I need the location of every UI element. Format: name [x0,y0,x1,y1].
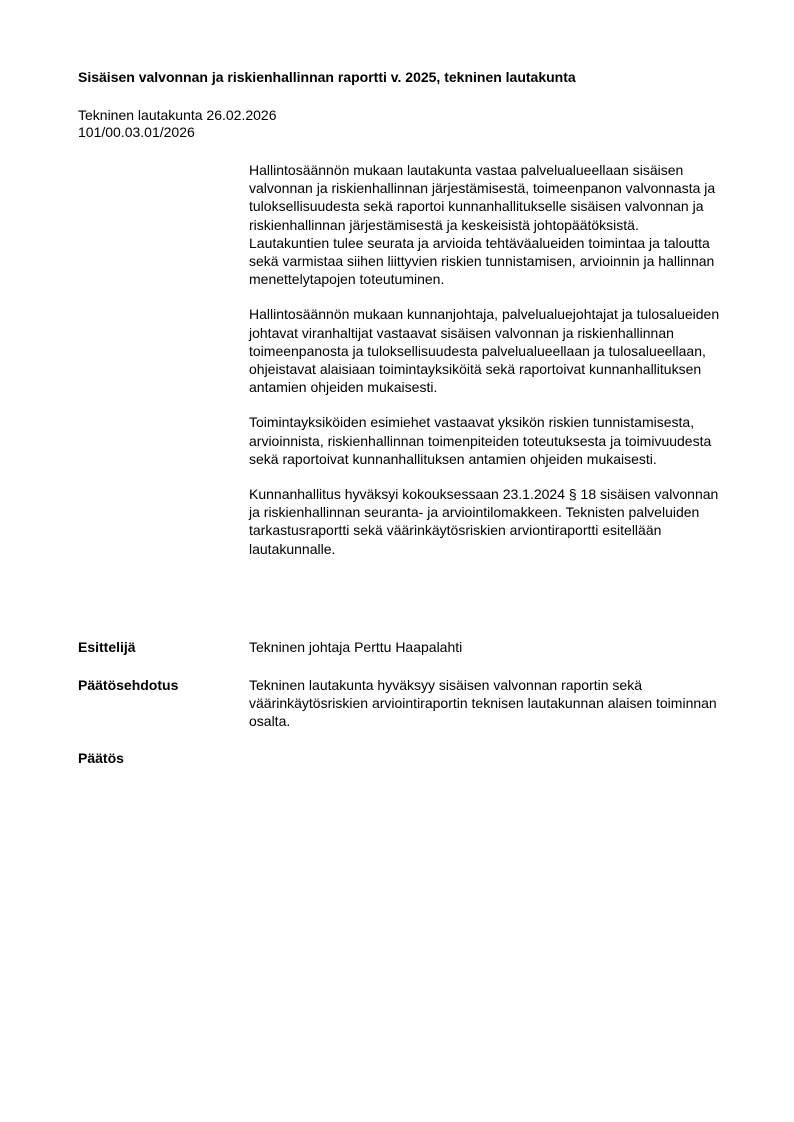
proposal-text: Tekninen lautakunta hyväksyy sisäisen valvonnan raportin sekä väärinkäytösriskien arviointiraportin teknisen lautakunnan alaisen toiminnan osalta. [249,677,717,730]
committee-date: Tekninen lautakunta 26.02.2026 [78,107,277,123]
presenter-label: Esittelijä [78,639,136,655]
record-number: 101/00.03.01/2026 [78,124,195,140]
body-paragraph: Hallintosäännön mukaan lautakunta vastaa palvelualueellaan sisäisen valvonnan ja riskienhallinnan järjestämisestä, toimeenpanon valvonnasta ja tuloksellisuudesta sekä raportoi kunnanhallitukselle sisäisen valvonnan ja riskienhallinnan järjestämisestä ja keskeisistä johtopäätöksistä. [249,162,716,233]
proposal-label: Päätösehdotus [78,677,179,693]
body-paragraph: Hallintosäännön mukaan kunnanjohtaja, palvelualuejohtajat ja tulosalueiden johtavat viranhaltijat vastaavat sisäisen valvonnan ja riskienhallinnan toimeenpanosta ja tuloksellisuudesta palvelualueellaan ja tulosalueellaan, ohjeistavat alaisiaan toimintayksiköitä sekä raportoivat kunnanhallituksen antamien ohjeiden mukaisesti. [249,306,720,396]
body-paragraph: Toimintayksiköiden esimiehet vastaavat yksikön riskien tunnistamisesta, arvioinnista, riskienhallinnan toimenpiteiden toteutuksesta ja toimivuudesta sekä raportoivat kunnanhallituksen antamien ohjeiden mukaisesti. [249,414,712,467]
meeting-meta [78,107,277,141]
decision-label: Päätös [78,750,124,766]
body-paragraph: Lautakuntien tulee seurata ja arvioida tehtäväalueiden toimintaa ja taloutta sekä varmistaa siihen liittyvien riskien tunnistamisen, arvioinnin ja hallinnan menettelytapojen toteutuminen. [249,234,715,288]
body-paragraph: Kunnanhallitus hyväksyi kokouksessaan 23.1.2024 § 18 sisäisen valvonnan ja riskienhallinnan seuranta- ja arviointilomakkeen. Teknisten palveluiden tarkastusraportti sekä väärinkäytösriskien arviontiraportti esitellään lautakunnalle. [249,486,719,557]
document-title: Sisäisen valvonnan ja riskienhallinnan raportti v. 2025, tekninen lautakunta [78,69,576,85]
body-text [249,161,729,575]
presenter-text: Tekninen johtaja Perttu Haapalahti [249,639,463,655]
